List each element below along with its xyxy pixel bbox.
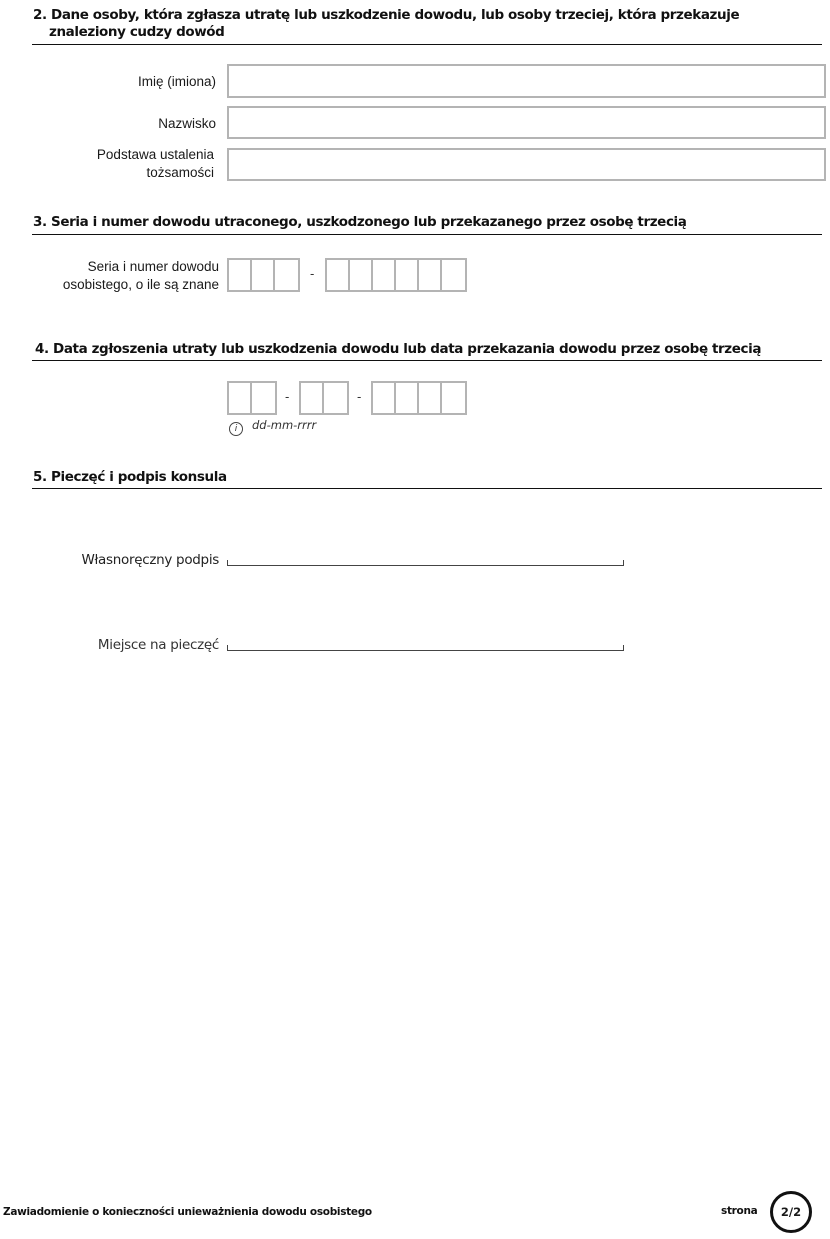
first-name-label: Imię (imiona)	[137, 74, 216, 89]
id-number-label-line1: Seria i numer dowodu	[87, 259, 219, 274]
identity-basis-input[interactable]	[227, 148, 826, 181]
char-cell[interactable]	[373, 260, 396, 290]
section-2-title-line1: 2. Dane osoby, która zgłasza utratę lub uszkodzenie dowodu, lub osoby trzeciej, która przekazuje	[33, 7, 740, 23]
signature-label: Własnoręczny podpis	[81, 552, 219, 568]
section-4-title: 4. Data zgłoszenia utraty lub uszkodzenia dowodu lub data przekazania dowodu przez osobę trzecią	[35, 341, 762, 357]
date-separator-1: -	[285, 389, 290, 404]
id-number-label	[30, 258, 219, 294]
char-cell[interactable]	[350, 260, 373, 290]
date-format-hint	[229, 418, 316, 436]
date-month-input[interactable]	[299, 381, 349, 415]
char-cell[interactable]	[327, 260, 350, 290]
identity-basis-label-line1: Podstawa ustalenia	[96, 147, 214, 162]
char-cell[interactable]	[419, 383, 442, 413]
section-2-title-line2: znaleziony cudzy dowód	[49, 24, 225, 40]
signature-field[interactable]	[227, 560, 624, 566]
char-cell[interactable]	[324, 383, 347, 413]
id-number-separator: -	[310, 266, 315, 281]
section-2-title	[33, 7, 823, 41]
char-cell[interactable]	[396, 383, 419, 413]
section-3-rule	[32, 234, 822, 235]
char-cell[interactable]	[396, 260, 419, 290]
char-cell[interactable]	[442, 383, 465, 413]
last-name-input[interactable]	[227, 106, 826, 139]
id-series-input[interactable]	[227, 258, 300, 292]
section-5-title: 5. Pieczęć i podpis konsula	[33, 469, 227, 485]
identity-basis-label-line2: tożsamości	[146, 165, 214, 180]
char-cell[interactable]	[275, 260, 298, 290]
id-number-input[interactable]	[325, 258, 467, 292]
stamp-field[interactable]	[227, 645, 624, 651]
date-year-input[interactable]	[371, 381, 467, 415]
footer-document-title: Zawiadomienie o konieczności unieważnienia dowodu osobistego	[3, 1206, 372, 1218]
last-name-label: Nazwisko	[158, 116, 216, 131]
date-day-input[interactable]	[227, 381, 277, 415]
char-cell[interactable]	[229, 260, 252, 290]
footer-page-label: strona	[721, 1205, 758, 1217]
section-2-rule	[32, 44, 822, 45]
section-3-title: 3. Seria i numer dowodu utraconego, uszkodzonego lub przekazanego przez osobę trzecią	[33, 214, 687, 230]
stamp-label: Miejsce na pieczęć	[97, 637, 219, 653]
char-cell[interactable]	[419, 260, 442, 290]
id-number-label-line2: osobistego, o ile są znane	[62, 277, 219, 292]
char-cell[interactable]	[252, 383, 275, 413]
section-5-rule	[32, 488, 822, 489]
page-number-badge: 2/2	[770, 1191, 812, 1233]
info-icon: i	[229, 422, 243, 436]
char-cell[interactable]	[301, 383, 324, 413]
date-format-text: dd-mm-rrrr	[252, 418, 317, 432]
identity-basis-label	[40, 146, 214, 182]
date-separator-2: -	[357, 389, 362, 404]
section-4-rule	[32, 360, 822, 361]
char-cell[interactable]	[229, 383, 252, 413]
char-cell[interactable]	[373, 383, 396, 413]
first-name-input[interactable]	[227, 64, 826, 98]
char-cell[interactable]	[442, 260, 465, 290]
char-cell[interactable]	[252, 260, 275, 290]
